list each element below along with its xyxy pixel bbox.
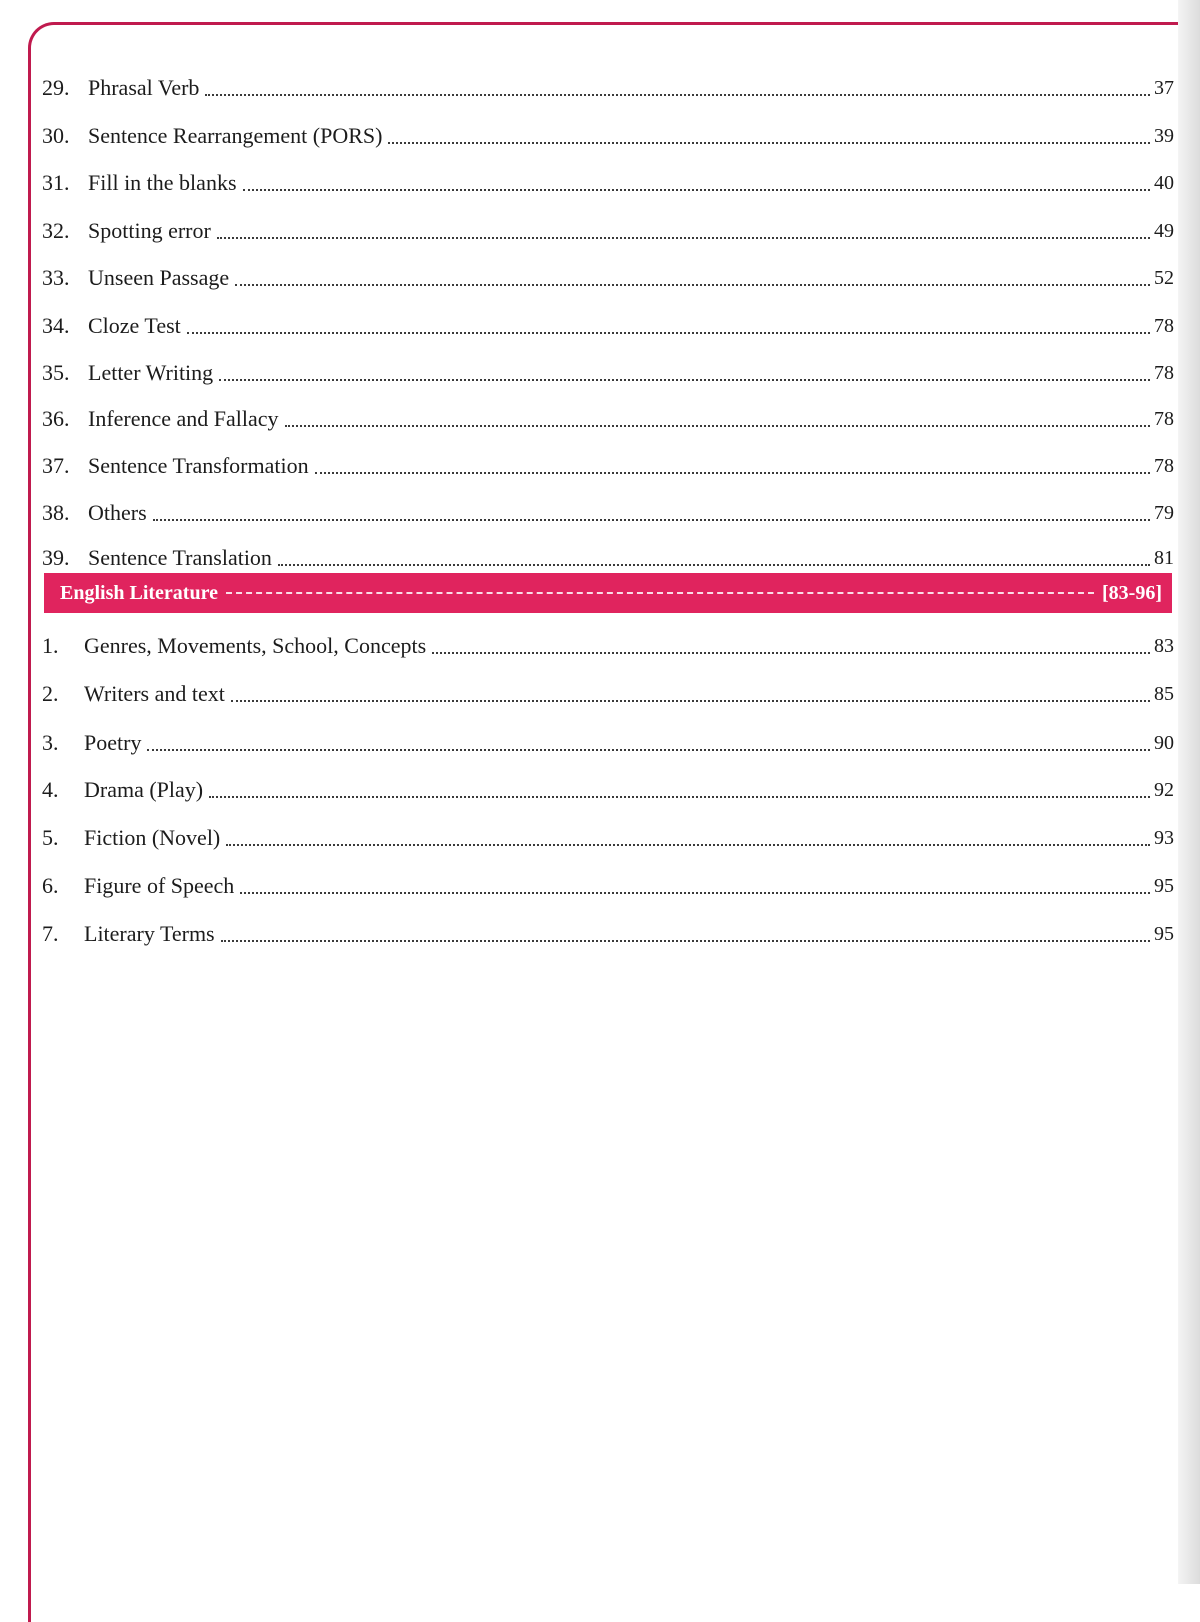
dot-leader — [226, 838, 1150, 846]
toc-title: Others — [88, 500, 147, 525]
toc-page-number: 92 — [1154, 779, 1174, 801]
toc-entry[interactable] — [42, 630, 1174, 660]
toc-number: 1. — [42, 633, 59, 658]
toc-page-number: 85 — [1154, 683, 1174, 705]
toc-page-number: 95 — [1154, 923, 1174, 945]
toc-title: Sentence Rearrangement (PORS) — [88, 123, 383, 148]
toc-page-number: 78 — [1154, 315, 1174, 337]
toc-number: 3. — [42, 730, 59, 755]
dot-leader — [432, 646, 1150, 654]
dot-leader — [209, 790, 1150, 798]
toc-entry[interactable] — [42, 822, 1174, 852]
dot-leader — [205, 88, 1150, 96]
toc-page-number: 95 — [1154, 875, 1174, 897]
toc-entry[interactable] — [42, 542, 1174, 572]
toc-number: 7. — [42, 921, 59, 946]
toc-number: 30. — [42, 123, 70, 148]
toc-number: 32. — [42, 218, 70, 243]
dot-leader — [243, 183, 1151, 191]
toc-page-number: 40 — [1154, 172, 1174, 194]
toc-title: Unseen Passage — [88, 265, 230, 290]
toc-title: Poetry — [84, 730, 142, 755]
toc-title: Spotting error — [88, 218, 211, 243]
section-header-english-literature[interactable] — [44, 573, 1172, 613]
toc-title: Cloze Test — [88, 313, 181, 338]
toc-page-number: 37 — [1154, 77, 1174, 99]
toc-page-number: 49 — [1154, 220, 1174, 242]
toc-title: Drama (Play) — [84, 777, 204, 802]
toc-entry[interactable] — [42, 774, 1174, 804]
toc-entry[interactable] — [42, 870, 1174, 900]
toc-title: Writers and text — [84, 681, 225, 706]
dot-leader — [285, 419, 1150, 427]
dot-leader — [221, 934, 1150, 942]
toc-page-number: 79 — [1154, 502, 1174, 524]
toc-number: 38. — [42, 500, 70, 525]
toc-title: Sentence Translation — [88, 545, 272, 570]
dot-leader — [240, 886, 1150, 894]
toc-entry[interactable] — [42, 678, 1174, 708]
toc-title: Phrasal Verb — [88, 75, 200, 100]
toc-entry[interactable] — [42, 215, 1174, 245]
dot-leader — [219, 373, 1150, 381]
toc-number: 4. — [42, 777, 59, 802]
toc-number: 39. — [42, 545, 70, 570]
toc-page-number: 83 — [1154, 635, 1174, 657]
toc-title: Inference and Fallacy — [88, 406, 279, 431]
toc-page-number: 93 — [1154, 827, 1174, 849]
toc-page-number: 39 — [1154, 125, 1174, 147]
toc-title: Genres, Movements, School, Concepts — [84, 633, 427, 658]
toc-title: Figure of Speech — [84, 873, 235, 898]
dot-leader — [315, 466, 1150, 474]
toc-number: 29. — [42, 75, 70, 100]
toc-number: 36. — [42, 406, 70, 431]
dot-leader — [217, 231, 1150, 239]
toc-page-number: 78 — [1154, 455, 1174, 477]
toc-entry[interactable] — [42, 497, 1174, 527]
section-page-range: [83-96] — [1102, 581, 1162, 604]
dot-leader — [147, 743, 1150, 751]
toc-entry[interactable] — [42, 167, 1174, 197]
toc-number: 31. — [42, 170, 70, 195]
toc-number: 35. — [42, 360, 70, 385]
toc-entry[interactable] — [42, 120, 1174, 150]
toc-entry[interactable] — [42, 72, 1174, 102]
toc-title: Fill in the blanks — [88, 170, 237, 195]
toc-number: 6. — [42, 873, 59, 898]
toc-title: Letter Writing — [88, 360, 214, 385]
toc-number: 5. — [42, 825, 59, 850]
dot-leader — [278, 558, 1150, 566]
toc-entry[interactable] — [42, 262, 1174, 292]
toc-title: Literary Terms — [84, 921, 215, 946]
toc-page-number: 78 — [1154, 362, 1174, 384]
dot-leader — [187, 326, 1150, 334]
section-divider-line — [226, 592, 1094, 594]
page-edge-shadow — [1178, 0, 1200, 1584]
toc-title: Sentence Transformation — [88, 453, 309, 478]
dot-leader — [153, 513, 1150, 521]
toc-page-number: 90 — [1154, 732, 1174, 754]
dot-leader — [235, 278, 1150, 286]
toc-entry[interactable] — [42, 918, 1174, 948]
toc-number: 2. — [42, 681, 59, 706]
toc-number: 33. — [42, 265, 70, 290]
section-title: English Literature — [60, 581, 218, 604]
toc-entry[interactable] — [42, 357, 1174, 387]
toc-number: 34. — [42, 313, 70, 338]
toc-title: Fiction (Novel) — [84, 825, 221, 850]
toc-page-number: 78 — [1154, 408, 1174, 430]
dot-leader — [388, 136, 1150, 144]
toc-entry[interactable] — [42, 727, 1174, 757]
toc-page-number: 52 — [1154, 267, 1174, 289]
toc-number: 37. — [42, 453, 70, 478]
toc-page-number: 81 — [1154, 547, 1174, 569]
toc-entry[interactable] — [42, 450, 1174, 480]
toc-entry[interactable] — [42, 403, 1174, 433]
dot-leader — [231, 694, 1150, 702]
toc-entry[interactable] — [42, 310, 1174, 340]
